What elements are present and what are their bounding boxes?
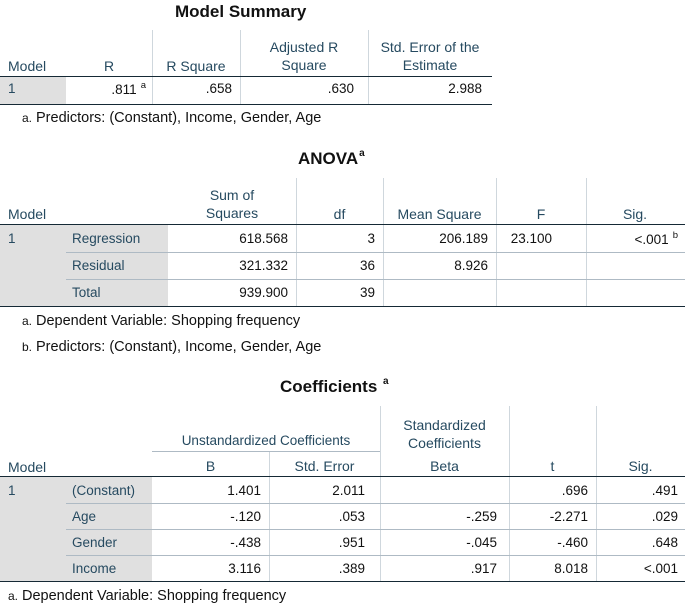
footnote: a. Dependent Variable: Shopping frequency xyxy=(8,588,287,604)
col-b-header: B xyxy=(205,458,216,474)
col-adj-r-square-header: Adjusted R Square xyxy=(269,39,339,73)
model-number: 1 xyxy=(8,231,16,246)
row-label: Residual xyxy=(72,258,125,273)
coefficients-title: Coefficients $^a$ xyxy=(280,376,389,396)
row-label: Total xyxy=(72,285,101,300)
b-value: -.438 xyxy=(230,535,261,550)
df-value: 39 xyxy=(359,285,375,300)
df-value: 36 xyxy=(359,258,375,273)
beta-value: -.045 xyxy=(466,535,497,550)
sum-of-squares-value: 321.332 xyxy=(239,258,288,273)
model-number: 1 xyxy=(8,483,16,498)
col-sig-header: Sig. xyxy=(628,458,653,474)
sum-of-squares-value: 618.568 xyxy=(239,231,288,246)
footnote: a. Predictors: (Constant), Income, Gender, Age xyxy=(22,110,322,126)
col-t-header: t xyxy=(550,458,555,474)
col-model-header: Model xyxy=(8,58,47,74)
sig-value: .029 xyxy=(651,509,678,524)
mean-square-value: 8.926 xyxy=(454,258,488,273)
footnote: a. Dependent Variable: Shopping frequency xyxy=(22,313,301,329)
std-error-value: .389 xyxy=(338,561,365,576)
std-error-value: .951 xyxy=(338,535,365,550)
adj-r-square-value: .630 xyxy=(327,81,354,96)
model-number: 1 xyxy=(8,81,16,96)
row-label: Gender xyxy=(72,535,118,550)
b-value: 1.401 xyxy=(227,483,261,498)
sig-value: <.001 $^b$ xyxy=(634,230,678,247)
sum-of-squares-value: 939.900 xyxy=(239,285,288,300)
std-error-value: 2.988 xyxy=(448,81,482,96)
col-df-header: df xyxy=(333,206,346,222)
footnote: b. Predictors: (Constant), Income, Gender, Age xyxy=(22,339,322,355)
row-label: Regression xyxy=(72,231,141,246)
b-value: 3.116 xyxy=(228,561,261,576)
col-std-error-header: Std. Error of the Estimate xyxy=(380,39,480,73)
row-label: Age xyxy=(72,509,97,524)
col-mean-square-header: Mean Square xyxy=(397,206,482,222)
col-unstandardized-header: Unstandardized Coefficients xyxy=(181,433,351,448)
col-beta-header: Beta xyxy=(430,458,459,474)
t-value: -2.271 xyxy=(549,509,588,524)
col-model-header: Model xyxy=(8,206,47,222)
col-r-square-header: R Square xyxy=(166,58,226,74)
sig-value: .491 xyxy=(651,483,678,498)
df-value: 3 xyxy=(367,231,375,246)
std-error-value: 2.011 xyxy=(332,483,365,498)
beta-value: .917 xyxy=(470,561,497,576)
row-label: (Constant) xyxy=(72,483,136,498)
anova-title: ANOVA$^a$ xyxy=(298,148,365,168)
col-model-header: Model xyxy=(8,459,47,475)
col-standardized-header: Standardized Coefficients xyxy=(403,417,486,451)
model-summary-title: Model Summary xyxy=(175,2,307,21)
std-error-value: .053 xyxy=(338,509,365,524)
col-std-error-header: Std. Error xyxy=(294,458,355,474)
t-value: 8.018 xyxy=(554,561,588,576)
sig-value: .648 xyxy=(651,535,678,550)
mean-square-value: 206.189 xyxy=(439,231,488,246)
col-sig-header: Sig. xyxy=(622,206,648,222)
col-sum-of-squares-header: Sum of Squares xyxy=(205,187,259,221)
f-value: 23.100 xyxy=(510,231,552,246)
row-label: Income xyxy=(72,561,117,576)
col-r-header: R xyxy=(103,58,115,74)
r-square-value: .658 xyxy=(205,81,232,96)
col-f-header: F xyxy=(536,206,546,222)
sig-value: <.001 xyxy=(643,561,678,576)
t-value: -.460 xyxy=(557,535,588,550)
b-value: -.120 xyxy=(230,509,261,524)
beta-value: -.259 xyxy=(466,509,497,524)
r-value: .811 $^a$ xyxy=(111,80,146,97)
t-value: .696 xyxy=(561,483,588,498)
